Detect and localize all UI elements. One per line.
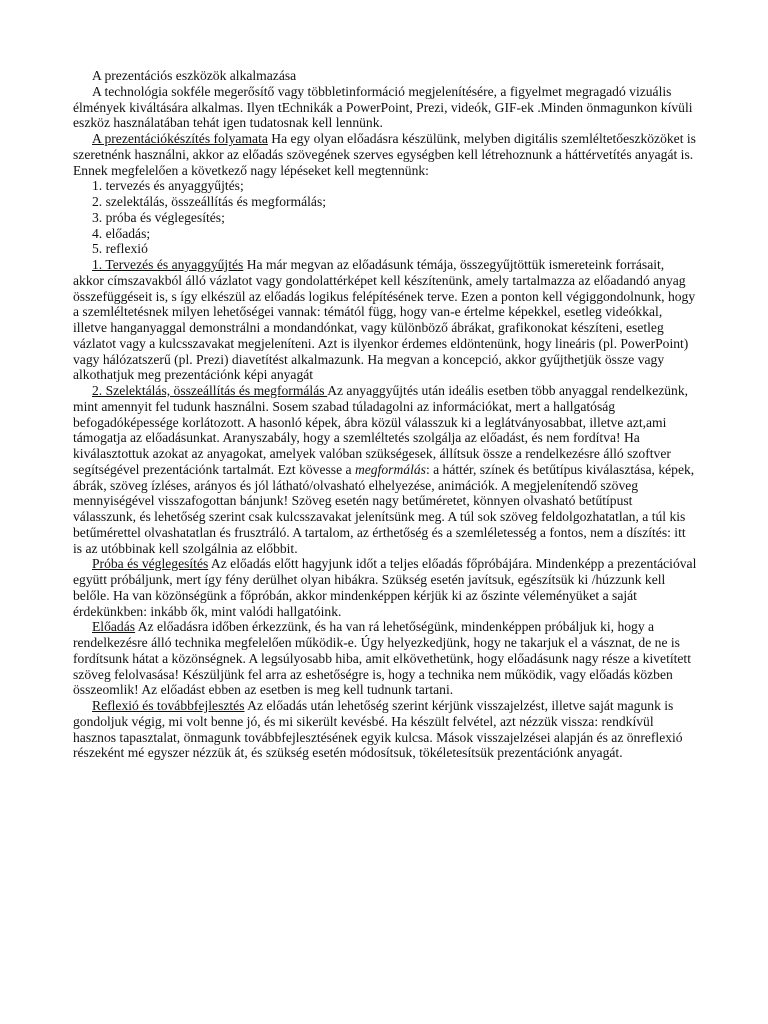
step-item-3: 3. próba és véglegesítés; (92, 209, 225, 225)
section-presentation-text: Az előadásra időben érkezzünk, és ha van rá lehetőségünk, mindenképpen próbáljuk ki, hogy a rendelkezésre álló technika megfelelően működik-e. Úgy helyezkedjünk, hogy ne takarjuk el a vásznat, de ne is fordítsunk hátat a közönségnek. A legsúlyosabb hiba, amit elkövethetünk, hogy előadásunk nagy része a kivetített szöveg felolvasása! Készüljünk fel arra az eshetőségre is, hogy a technika nem működik, vagy előadás közben összeomlik! Az előadást ebben az esetben is meg kell tudnunk tartani. (73, 619, 691, 698)
section-presentation (73, 619, 697, 698)
step-item-1: 1. tervezés és anyaggyűjtés; (92, 178, 244, 194)
step-item-2: 2. szelektálás, összeállítás és megformálás; (92, 194, 327, 209)
section-reflection (73, 698, 697, 761)
step-item-4: 4. előadás; (92, 225, 151, 241)
step-item-5: 5. reflexió (92, 241, 148, 257)
section-planning (73, 257, 697, 383)
process-heading: A prezentációkészítés folyamata (92, 131, 268, 146)
section-reflection-heading: Reflexió és továbbfejlesztés (92, 698, 245, 713)
process-paragraph (73, 131, 697, 178)
section-reflection-text: Az előadás után lehetőség szerint kérjünk visszajelzést, illetve saját magunk is gondoljuk végig, mi volt benne jó, és mi sikerült kevésbé. Ha készült felvétel, azt nézzük vissza: rendkívül hasznos tapasztalat, önmagunk továbbfejlesztésének egyik kulcsa. Mások visszajelzései alapján és az önreflexió részeként mé egyszer nézzük át, és szükség esetén módosítsuk, tökéletesítsük prezentációnk anyagát. (73, 698, 683, 761)
section-rehearsal-text: Az előadás előtt hagyjunk időt a teljes előadás főpróbájára. Mindenképp a prezentációval együtt próbáljunk, mert így fény derülhet olyan hibákra. Szükség esetén javítsuk, egészítsük ki /húzzunk kell belőle. Ha van közönségünk a főpróbán, akkor mindenképpen kérjük ki az őszinte véleményüket a saját érdekünkben: inkább ők, mint valódi hallgatóink. (73, 556, 697, 619)
section-presentation-heading: Előadás (92, 619, 136, 635)
document-title: A prezentációs eszközök alkalmazása (92, 68, 297, 83)
section-selection (73, 383, 697, 556)
section-rehearsal (73, 556, 697, 619)
intro-paragraph: A technológia sokféle megerősítő vagy többletinformáció megjelenítésére, a figyelmet megragadó vizuális élmények kiváltására alkalmas. Ilyen tEchnikák a PowerPoint, Prezi, videók, GIF-ek .Minden önmagunkon kívüli eszköz használatában tehát igen tudatosnak kell lennünk. (73, 83, 693, 131)
section-selection-heading: 2. Szelektálás, összeállítás és megformálás (92, 383, 328, 398)
section-selection-text-a: Az anyaggyűjtés után ideális esetben több anyaggal rendelkezünk, mint amennyit fel tudunk használni. Sosem szabad túladagolni az információkat, mert a hallgatóság befogadóképessége korlátozott. A hasonló képek, ábra közül válasszuk ki a leglátványosabbat, illetve azt,ami támogatja az előadásunkat. Aranyszabály, hogy a szemléltetés szolgálja az előadást, és nem fordítva! Ha kiválasztottuk azokat az anyagokat, amelyek valóban szükségesek, állítsuk össze a rendelkezésre álló szoftver segítségével prezentációnk tartalmát. Ezt kövesse a (73, 383, 689, 477)
section-planning-text: Ha már megvan az előadásunk témája, összegyűjtöttük ismereteink forrásait, akkor címszavakból álló vázlatot vagy gondolattérképet kell készítenünk, amely tartalmazza az előadandó anyag összefüggéseit is, s így elkészül az előadás logikus felépítésének terve. Ezen a ponton kell végiggondolnunk, hogy a szemléltetésnek milyen lehetőségei vannak: témától függ, hogy van-e értelme képekkel, esetleg videókkal, illetve hanganyaggal demonstrálni a mondandónkat, vagy különböző ábrákat, grafikonokat készíteni, esetleg vázlatot vagy a kulcsszavakat megjeleníteni. Azt is ilyenkor érdemes eldöntenünk, hogy lineáris (pl. PowerPoint) vagy hálózatszerű (pl. Prezi) diavetítést alkalmazunk. Ha megvan a koncepció, akkor gyűjthetjük össze vagy alkothatjuk meg prezentációnk képi anyagát (73, 257, 696, 383)
section-planning-heading: 1. Tervezés és anyaggyűjtés (92, 257, 244, 272)
document-page (73, 68, 697, 761)
process-text: Ha egy olyan előadásra készülünk, melyben digitális szemléltetőeszközöket is szeretnénk használni, akkor az előadás szövegének szerves egységben kell létrehoznunk a háttérvetítés anyagát is. Ennek megfelelően a következő nagy lépéseket kell megtennünk: (73, 131, 696, 178)
section-selection-emphasis: megformálás (354, 461, 426, 477)
section-selection-text-b: : a háttér, színek és betűtípus kiválasztása, képek, ábrák, szöveg ízléses, arányos és jól látható/olvasható elhelyezése, animációk. A megjelenítendő szöveg mennyiségével visszafogottan bánjunk! Szöveg esetén nagy betűméretet, könnyen olvasható betűtípust válasszunk, és lehetőség szerint csak kulcsszavakat jelenítsünk meg. A túl sok szöveg feldolgozhatatlan, a túl kis betűmérettel olvashatatlan és frusztráló. A tartalom, az érthetőség és a szemléletesség a fontos, nem a díszítés: itt is az utóbbinak kell szolgálnia az előbbit. (73, 461, 695, 556)
section-rehearsal-heading: Próba és véglegesítés (92, 556, 209, 572)
